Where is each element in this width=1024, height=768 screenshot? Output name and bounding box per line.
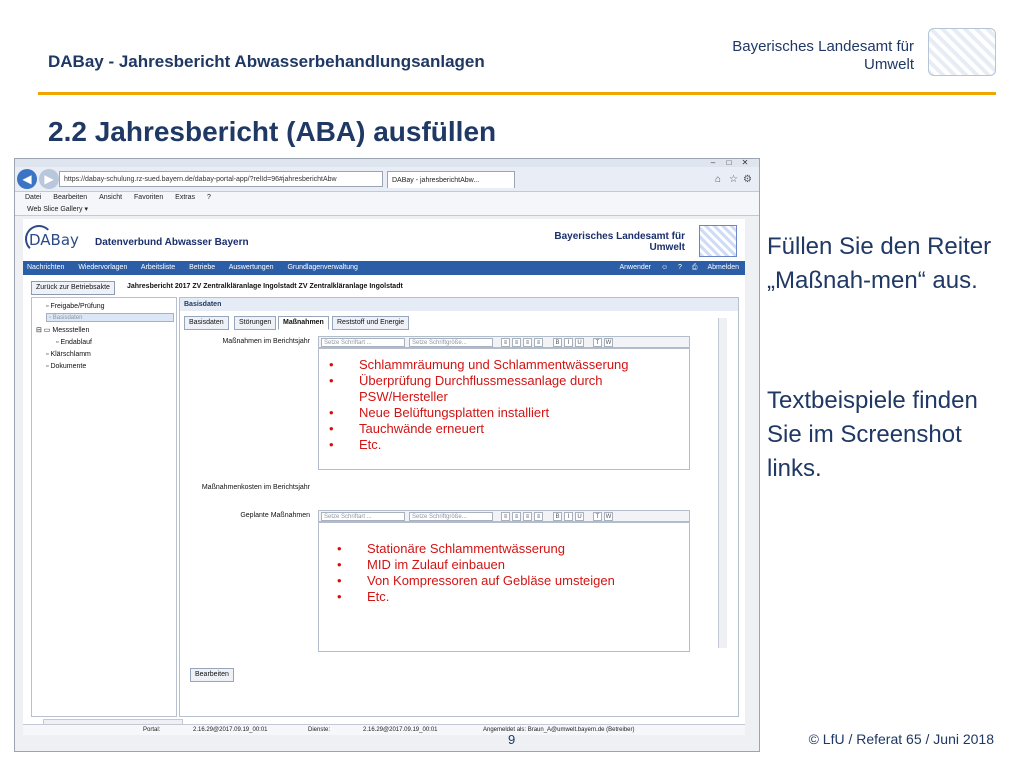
app-org-line1: Bayerisches Landesamt für [554,231,685,242]
nav-anwender[interactable]: Anwender [619,264,651,271]
close-icon[interactable]: ✕ [741,158,749,167]
paste-text-icon[interactable]: T [593,338,602,347]
slide-org-line2: Umwelt [863,56,914,73]
align-right-icon[interactable]: ≡ [523,338,532,347]
menu-datei[interactable]: Datei [25,194,42,201]
login-info: Angemeldet als: Braun_A@umwelt.bayern.de (Betreiber) [483,727,635,733]
planned-item: • Von Kompressoren auf Gebläse umsteigen [367,573,689,589]
paste-word-icon[interactable]: W [605,514,612,520]
browser-menubar [15,192,759,204]
nav-wiedervorlagen[interactable]: Wiedervorlagen [78,264,128,271]
bold-icon[interactable]: B [553,338,562,347]
tab-stoerungen[interactable]: Störungen [234,316,276,330]
font-size-select-1[interactable]: Setze Schriftgröße... [409,338,493,347]
forward-icon[interactable]: ▶ [39,169,59,189]
browser-tab[interactable]: DABay - jahresberichtAbw... [387,171,515,188]
maximize-icon[interactable]: □ [726,158,732,167]
minimize-icon[interactable]: – [710,158,716,167]
user-icon[interactable]: ☺ [660,264,669,271]
slide-org-line1: Bayerisches Landesamt für [732,38,914,55]
tab-massnahmen[interactable]: Maßnahmen [278,316,329,330]
menu-favoriten[interactable]: Favoriten [134,194,164,201]
editor-geplante-massnahmen[interactable] [318,522,690,652]
address-bar[interactable]: https://dabay-schulung.rz-sued.bayern.de/dabay-portal-app/?relId=96#jahresberichtAbw [59,171,383,187]
menu-extras[interactable]: Extras [175,194,196,201]
tree-item-freigabe[interactable]: ▫ Freigabe/Prüfung [46,303,105,310]
settings-gear-icon[interactable]: ⚙ [743,174,752,185]
align-left-icon[interactable]: ≡ [501,512,510,521]
help-icon[interactable]: ? [678,264,682,271]
content-scrollbar[interactable] [718,318,727,648]
label-massnahmenkosten: Maßnahmenkosten im Berichtsjahr [201,484,310,491]
content-panel [179,297,739,717]
tree-item-dokumente[interactable]: ▫ Dokumente [46,363,87,370]
nav-betriebe[interactable]: Betriebe [189,264,216,271]
underline-icon[interactable]: U [575,338,584,347]
instruction-text: Füllen Sie den Reiter „Maßnah-men“ aus. [767,233,992,294]
align-right-icon[interactable]: ≡ [523,512,532,521]
home-icon[interactable]: ⌂ [715,174,722,185]
tree-item-messstellen[interactable]: ⊟ ▭ Messstellen [36,327,90,334]
section-header: Basisdaten [180,298,738,311]
measure-item: • Etc. [359,437,689,453]
dienste-label: Dienste: [308,727,331,733]
slide-title: 2.2 Jahresbericht (ABA) ausfüllen [48,116,497,147]
measure-item: • Neue Belüftungsplatten installiert [359,405,689,421]
favorites-star-icon[interactable]: ☆ [729,174,738,185]
align-left-icon[interactable]: ≡ [501,338,510,347]
tree-item-endablauf[interactable]: ▫ Endablauf [56,339,92,346]
dienste-version: 2.16.29@2017.09.19_00:01 [363,727,438,733]
tab-basisdaten[interactable]: Basisdaten [184,316,229,330]
measure-item: • Schlammräumung und Schlammentwässerung [359,357,689,373]
align-center-icon[interactable]: ≡ [512,338,521,347]
editor2-toolbar [318,510,690,522]
hint-text: Textbeispiele finden Sie im Screenshot links. [767,387,978,482]
app-name: Datenverbund Abwasser Bayern [95,237,249,248]
edit-button[interactable]: Bearbeiten [190,668,234,682]
font-size-select-2[interactable]: Setze Schriftgröße... [409,512,493,521]
slide-subtitle: DABay - Jahresbericht Abwasserbehandlungsanlagen [48,52,485,71]
slide-org [732,38,914,74]
label-geplante-massnahmen: Geplante Maßnahmen [240,512,310,519]
status-footer [23,724,745,735]
paste-word-icon[interactable]: W [605,340,612,346]
nav-abmelden[interactable]: Abmelden [707,264,739,271]
app-crest-logo [699,225,737,257]
report-breadcrumb: Jahresbericht 2017 ZV Zentralkläranlage Ingolstadt ZV Zentralkläranlage Ingolstadt [127,283,403,290]
nav-grundlagenverwaltung[interactable]: Grundlagenverwaltung [287,264,358,271]
planned-item: • MID im Zulauf einbauen [367,557,689,573]
editor-massnahmen[interactable] [318,348,690,470]
print-icon[interactable]: ⎙ [691,264,698,271]
font-type-select-1[interactable]: Setze Schriftart ... [321,338,405,347]
portal-label: Portal: [143,727,161,733]
copyright: © LfU / Referat 65 / Juni 2018 [808,731,994,747]
portal-version: 2.16.29@2017.09.19_00:01 [193,727,268,733]
tab-reststoff[interactable]: Reststoff und Energie [332,316,409,330]
editor1-toolbar [318,336,690,348]
app-org-line2: Umwelt [649,242,685,253]
menu-bearbeiten[interactable]: Bearbeiten [53,194,88,201]
menu-help[interactable]: ? [206,194,211,201]
paste-text-icon[interactable]: T [593,512,602,521]
main-nav [23,261,745,275]
web-slice-gallery[interactable]: Web Slice Gallery ▾ [27,206,88,213]
planned-item: • Stationäre Schlammentwässerung [367,541,689,557]
app-org [554,231,685,253]
dabay-logo: DABay [29,231,79,249]
tree-sidebar [31,297,177,717]
browser-screenshot [14,158,760,752]
back-to-file-button[interactable]: Zurück zur Betriebsakte [31,281,115,295]
page-number: 9 [508,732,516,747]
underline-icon[interactable]: U [575,512,584,521]
label-massnahmen: Maßnahmen im Berichtsjahr [222,338,310,345]
justify-icon[interactable]: ≡ [534,512,543,521]
dabay-app [23,219,745,734]
bavaria-crest-logo [928,28,996,76]
favorites-bar [15,204,759,216]
nav-arbeitsliste[interactable]: Arbeitsliste [140,264,176,271]
nav-nachrichten[interactable]: Nachrichten [27,264,65,271]
italic-icon[interactable]: I [564,338,573,347]
browser-navbar [15,167,759,192]
measure-item: • Tauchwände erneuert [359,421,689,437]
align-center-icon[interactable]: ≡ [512,512,521,521]
header-divider [38,92,996,95]
back-icon[interactable]: ◀ [17,169,37,189]
tree-item-basisdaten[interactable]: ▫ Basisdaten [46,313,174,322]
justify-icon[interactable]: ≡ [534,338,543,347]
italic-icon[interactable]: I [564,512,573,521]
planned-item: • Etc. [367,589,689,605]
menu-ansicht[interactable]: Ansicht [99,194,123,201]
measure-item: • Überprüfung Durchflussmessanlage durch PSW/Hersteller [359,373,689,405]
font-type-select-2[interactable]: Setze Schriftart ... [321,512,405,521]
tree-item-klaerschlamm[interactable]: ▫ Klärschlamm [46,351,91,358]
bold-icon[interactable]: B [553,512,562,521]
nav-auswertungen[interactable]: Auswertungen [228,264,274,271]
window-titlebar [15,159,759,167]
